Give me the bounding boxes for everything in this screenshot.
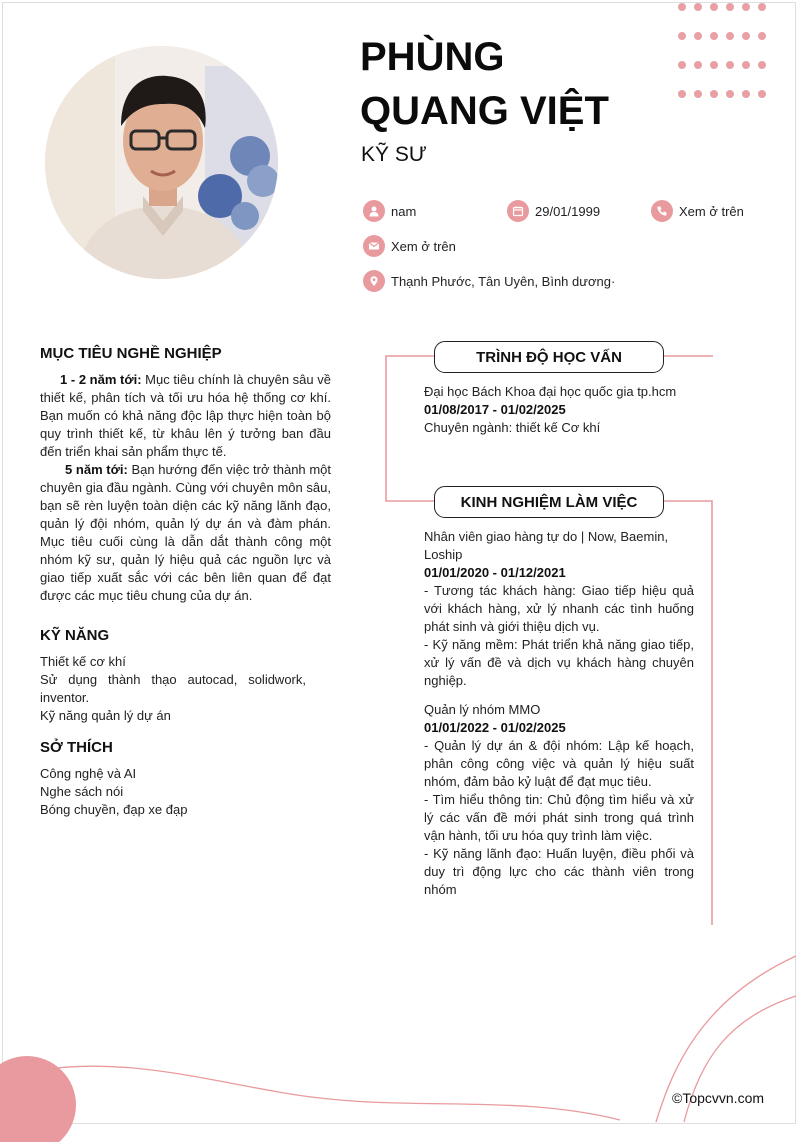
- objective-block: [40, 371, 331, 605]
- education-school: Đại học Bách Khoa đại học quốc gia tp.hcm: [424, 384, 677, 399]
- dot: [694, 3, 702, 11]
- address-value: Thạnh Phước, Tân Uyên, Bình dương·: [391, 273, 616, 289]
- name-line-1: PHÙNG: [360, 35, 505, 79]
- portrait-illustration: [45, 46, 278, 279]
- gender-value: nam: [391, 203, 417, 219]
- dot: [726, 61, 734, 69]
- calendar-icon: [507, 200, 529, 222]
- job-detail: - Kỹ năng lãnh đạo: Huấn luyện, điều phối và duy trì động lực cho các thành viên trong nhóm: [424, 846, 694, 897]
- dot-pattern: [678, 3, 778, 99]
- birthday-value: 29/01/1999: [535, 203, 601, 219]
- name-line-2: QUANG VIỆT: [360, 89, 609, 133]
- phone-icon: [651, 200, 673, 222]
- job-detail: - Kỹ năng mềm: Phát triển khả năng giao tiếp, xử lý vấn đề và dịch vụ khách hàng chuyên nghiệp.: [424, 637, 694, 688]
- dot: [742, 61, 750, 69]
- address-info: [363, 270, 615, 292]
- job-detail: - Quản lý dự án & đội nhóm: Lập kế hoạch, phân công công việc và quản lý hiệu suất nhóm, đảm bảo kỷ luật để đạt mục tiêu.: [424, 738, 694, 789]
- dot: [726, 3, 734, 11]
- email-icon: [363, 235, 385, 257]
- hobbies-heading: SỞ THÍCH: [40, 739, 113, 756]
- birthday-info: [507, 200, 600, 222]
- skill-item: Kỹ năng quản lý dự án: [40, 708, 171, 723]
- dot: [694, 90, 702, 98]
- avatar-photo: [45, 46, 278, 279]
- job-title: KỸ SƯ: [361, 143, 427, 166]
- job-period: 01/01/2022 - 01/02/2025: [424, 720, 566, 735]
- dot: [678, 3, 686, 11]
- job-period: 01/01/2020 - 01/12/2021: [424, 565, 566, 580]
- dot: [710, 90, 718, 98]
- experience-block: [424, 528, 694, 899]
- dot: [694, 32, 702, 40]
- dot: [726, 32, 734, 40]
- job-role: Nhân viên giao hàng tự do | Now, Baemin, Loship: [424, 529, 669, 562]
- dot: [742, 32, 750, 40]
- objective-paragraph-1: [40, 371, 331, 461]
- dot: [678, 32, 686, 40]
- dot: [710, 3, 718, 11]
- full-name: [360, 30, 609, 138]
- objective-p1-label: 1 - 2 năm tới:: [60, 372, 142, 387]
- dot: [742, 3, 750, 11]
- job-role: Quản lý nhóm MMO: [424, 702, 541, 717]
- phone-info: [651, 200, 744, 222]
- job-spacer: [424, 690, 694, 701]
- dot: [726, 90, 734, 98]
- dot: [678, 90, 686, 98]
- education-heading: TRÌNH ĐỘ HỌC VẤN: [434, 341, 664, 373]
- dot: [758, 61, 766, 69]
- hobby-item: Nghe sách nói: [40, 784, 124, 799]
- dot: [742, 90, 750, 98]
- copyright: ©Topcvvn.com: [672, 1090, 765, 1106]
- dot: [694, 61, 702, 69]
- job-detail: - Tương tác khách hàng: Giao tiếp hiệu quả với khách hàng, xử lý nhanh các tình huống phát sinh và giới thiệu dịch vụ.: [424, 583, 694, 634]
- phone-value: Xem ở trên: [679, 203, 744, 219]
- location-icon: [363, 270, 385, 292]
- job-detail: - Tìm hiểu thông tin: Chủ động tìm hiểu và xử lý các vấn đề mới phát sinh trong quá trình vận hành, tối ưu hóa quy trình làm việc.: [424, 792, 694, 843]
- skills-heading: KỸ NĂNG: [40, 627, 110, 644]
- objective-p2-text: Bạn hướng đến việc trở thành một chuyên gia đầu ngành. Cùng với chuyên môn sâu, bạn sẽ rèn luyện toàn diện các kỹ năng lãnh đạo, quản lý đội nhóm, quản lý dự án và đàm phán. Mục tiêu cuối cùng là dẫn dắt thành công một nhóm kỹ sư, quản lý hiệu quả các nguồn lực và giao tiếp xuất sắc với các bên liên quan để đạt được các mục tiêu chung của dự án.: [40, 462, 331, 603]
- email-value: Xem ở trên: [391, 238, 456, 254]
- experience-heading: KINH NGHIỆM LÀM VIỆC: [434, 486, 664, 518]
- dot: [758, 3, 766, 11]
- education-period: 01/08/2017 - 01/02/2025: [424, 402, 566, 417]
- hobby-item: Công nghệ và AI: [40, 766, 137, 781]
- hobbies-list: [40, 765, 306, 819]
- education-major: Chuyên ngành: thiết kế Cơ khí: [424, 420, 601, 435]
- skill-item: Thiết kế cơ khí: [40, 654, 126, 669]
- education-block: [424, 383, 694, 437]
- objective-paragraph-2: [40, 461, 331, 605]
- hobby-item: Bóng chuyền, đạp xe đạp: [40, 802, 188, 817]
- objective-p2-label: 5 năm tới:: [65, 462, 128, 477]
- person-icon: [363, 200, 385, 222]
- dot: [710, 32, 718, 40]
- objective-heading: MỤC TIÊU NGHỀ NGHIỆP: [40, 345, 222, 362]
- skill-item: Sử dụng thành thạo autocad, solidwork, inventor.: [40, 672, 306, 705]
- dot: [710, 61, 718, 69]
- gender-info: [363, 200, 416, 222]
- dot: [758, 32, 766, 40]
- objective-p1-text: Mục tiêu chính là chuyên sâu về thiết kế, phân tích và tối ưu hóa hệ thống cơ khí. Bạn muốn có khả năng độc lập thực hiện toàn bộ quy trình thiết kế, từ khâu lên ý tưởng ban đầu đến triển khai sản phẩm thực tế.: [40, 372, 331, 459]
- dot: [678, 61, 686, 69]
- skills-list: [40, 653, 306, 725]
- dot: [758, 90, 766, 98]
- email-info: [363, 235, 456, 257]
